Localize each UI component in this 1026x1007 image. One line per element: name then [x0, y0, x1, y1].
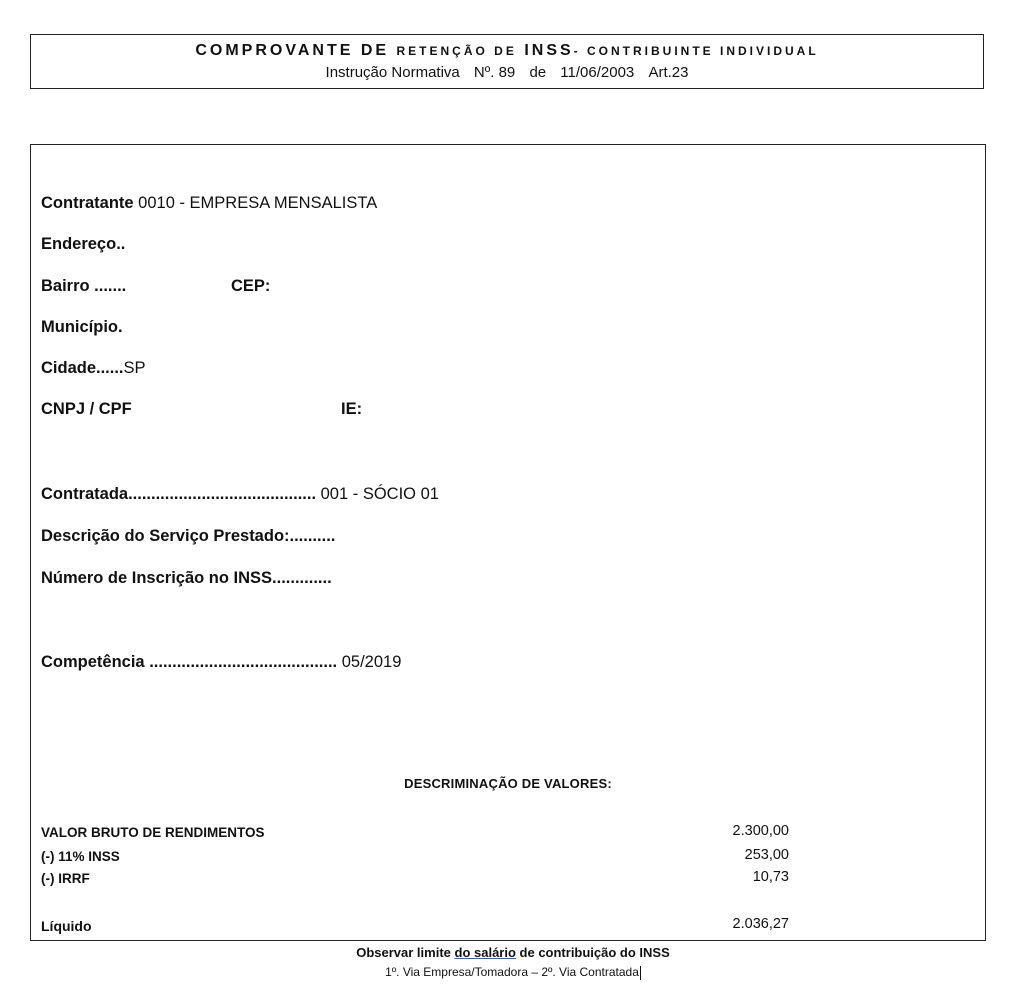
contratada-label: Contratada......................................... [41, 485, 317, 503]
contratante-row [41, 194, 377, 213]
footer-note-part-1: Observar limite [356, 945, 455, 960]
inss-value: 253,00 [744, 847, 789, 863]
valor-bruto-value: 2.300,00 [732, 823, 789, 839]
irrf-value: 10,73 [752, 869, 789, 885]
irrf-label: (-) IRRF [41, 871, 90, 886]
title-part-1: COMPROVANTE DE [195, 42, 390, 59]
contratante-value: 0010 - EMPRESA MENSALISTA [133, 194, 378, 212]
ie-label: IE: [341, 400, 363, 418]
endereco-label: Endereço.. [41, 235, 126, 253]
footer-copies-text: 1º. Via Empresa/Tomadora – 2º. Via Contratada [385, 965, 639, 979]
document-subtitle [31, 64, 983, 81]
cep-label: CEP: [231, 277, 271, 295]
cidade-label: Cidade...... [41, 359, 124, 377]
numero-text: Nº. 89 [473, 64, 516, 81]
data-text: 11/06/2003 [560, 64, 635, 81]
text-cursor [640, 966, 641, 980]
cnpj-row [41, 400, 363, 419]
valores-heading: DESCRIMINAÇÃO DE VALORES: [404, 776, 612, 791]
title-part-4: - CONTRIBUINTE INDIVIDUAL [573, 44, 819, 58]
bairro-row [41, 277, 271, 296]
bairro-label: Bairro ....... [41, 277, 127, 295]
contratada-value: 001 - SÓCIO 01 [316, 485, 439, 503]
footer-note-underlined: do salário [454, 945, 516, 960]
main-box [30, 144, 986, 941]
liquido-value: 2.036,27 [732, 916, 789, 932]
inscricao-label: Número de Inscrição no INSS............. [41, 569, 332, 587]
inss-label: (-) 11% INSS [41, 849, 120, 864]
header-box [30, 34, 984, 89]
title-part-3: INSS [524, 42, 574, 59]
cnpj-label: CNPJ / CPF [41, 400, 132, 418]
liquido-label: Líquido [41, 918, 92, 934]
title-part-2: RETENÇÃO DE [396, 44, 517, 58]
de-text: de [529, 64, 547, 81]
contratada-row [41, 485, 439, 504]
competencia-value: 05/2019 [337, 653, 402, 671]
cidade-row [41, 359, 146, 378]
servico-label: Descrição do Serviço Prestado:.......... [41, 527, 336, 545]
valor-bruto-label: VALOR BRUTO DE RENDIMENTOS [41, 825, 265, 840]
contratante-label: Contratante [41, 194, 134, 212]
footer-note-part-2: de contribuição do INSS [515, 945, 670, 960]
artigo-text: Art.23 [648, 64, 689, 81]
competencia-label: Competência ......................................... [41, 653, 338, 671]
cidade-value: SP [123, 359, 146, 377]
instrucao-text: Instrução Normativa [325, 64, 460, 81]
municipio-label: Município. [41, 318, 123, 336]
footer-note [0, 945, 1026, 960]
document-title [31, 42, 983, 60]
competencia-row [41, 653, 401, 672]
footer-copies [0, 965, 1026, 980]
